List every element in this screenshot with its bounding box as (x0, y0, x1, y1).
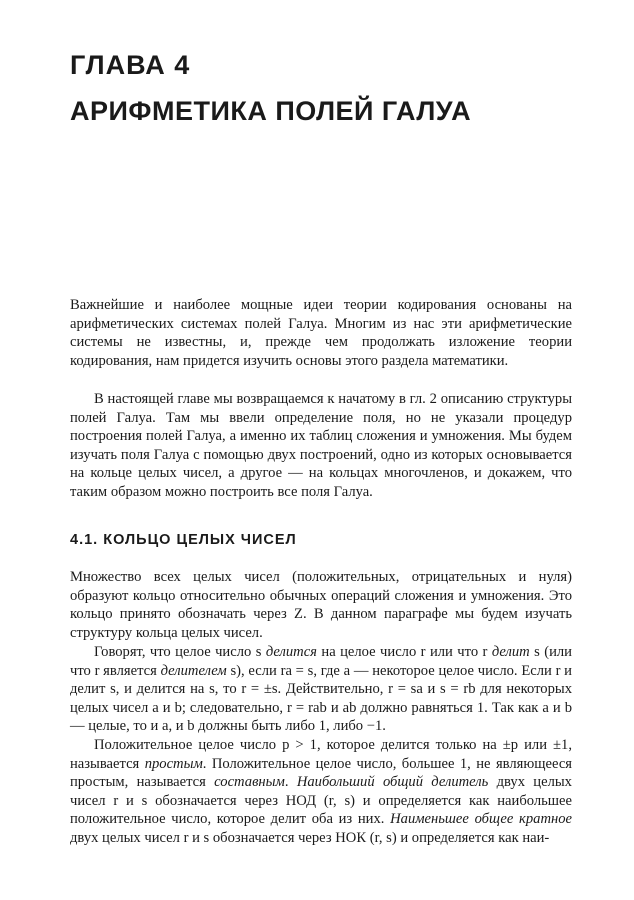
chapter-number: ГЛАВА 4 (70, 50, 191, 80)
term-prime: простым (144, 755, 203, 772)
section-text-3 (70, 736, 572, 848)
text-run: двух целых чисел r и s обозначается через НОК (r, s) и определяется как наи- (70, 829, 550, 846)
section-text-1: Множество всех целых чисел (положительных, отрицательных и нуля) образуют кольцо относительно обычных операций сложения и умножения. Это кольцо принято обозначать через Z. В данном параграфе мы будем изучать структуру кольца целых чисел. (70, 569, 572, 641)
text-run: Говорят, что целое число s (94, 644, 266, 660)
text-run: . (284, 774, 297, 791)
text-run: Положительное целое число p > 1, которое делится только на ±p или ±1, называется (70, 737, 572, 772)
section-paragraph-2 (70, 643, 572, 736)
intro-text-2: В настоящей главе мы возвращаемся к начатому в гл. 2 описанию структуры полей Галуа. Там мы ввели определение поля, но не указали процедур построения полей Галуа, а именно их таблиц сложения и умножения. Мы будем изучать поля Галуа с помощью двух построений, одно из которых основывается на кольце целых чисел, а другое — на кольцах многочленов, и докажем, что таким образом можно построить все поля Галуа. (70, 391, 572, 500)
term-divide: делит (491, 644, 530, 660)
section-paragraph-3 (70, 736, 572, 848)
term-gcd: Наибольший общий делитель (296, 774, 489, 791)
section-heading: 4.1. КОЛЬЦО ЦЕЛЫХ ЧИСЕЛ (70, 532, 297, 548)
section-text-2 (70, 643, 572, 736)
text-run: s), если ra = s, где a — некоторое целое число. Если r и делит s, и делится на s, то r = ±s. Действительно, r = sa и s = rb для некоторых целых чисел a и b; следовательно, r = rab и ab должно равняться 1. Так как a и b — целые, то и a, и b должны быть либо 1, либо −1. (70, 662, 572, 735)
term-composite: составным (214, 774, 285, 791)
chapter-title: АРИФМЕТИКА ПОЛЕЙ ГАЛУА (70, 96, 472, 126)
intro-text-1: Важнейшие и наиболее мощные идеи теории кодирования основаны на арифметических системах полей Галуа. Многим из нас эти арифметические системы не известны, и, прежде чем продолжать изложение теории кодирования, нам придется изучить основы этого раздела математики. (70, 297, 572, 369)
text-run: . Положительное целое число, большее 1, не являющееся простым, называется (70, 755, 573, 791)
intro-paragraph-1 (70, 296, 572, 370)
text-run: s (или что r является (70, 644, 572, 679)
term-lcm: Наименьшее общее кратное (390, 811, 573, 828)
section-paragraph-1 (70, 568, 572, 642)
text-run: двух целых чисел r и s обозначается через НОД (r, s) и определяется как наибольшее положительное число, которое делит оба из них. (70, 774, 572, 828)
term-divides: делится (265, 644, 317, 660)
term-divisor: делителем (160, 662, 227, 679)
text-run: на целое число r или что r (316, 644, 492, 660)
intro-paragraph-2 (70, 390, 572, 502)
